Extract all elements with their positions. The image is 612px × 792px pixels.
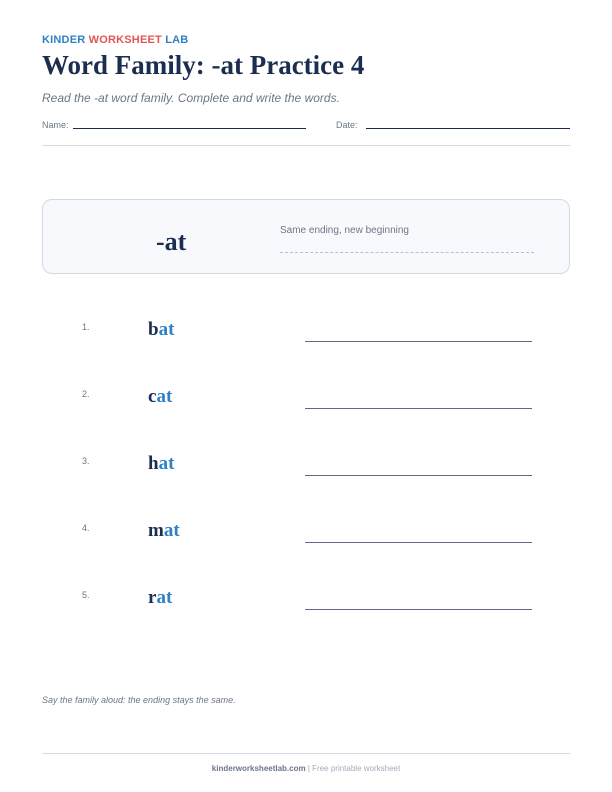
brand-logo [42,34,188,46]
footer-divider [42,753,570,754]
date-line[interactable] [366,128,570,129]
page-subtitle: Read the -at word family. Complete and write the words. [42,91,340,105]
word-onset: h [148,453,159,474]
family-box [42,199,570,274]
word-rime: at [158,453,175,474]
write-line[interactable] [305,408,532,409]
item-number: 2. [82,389,90,399]
name-label: Name: [42,120,69,130]
word-rime: at [158,319,175,340]
item-word [148,587,172,609]
word-onset: b [148,319,159,340]
name-line[interactable] [73,128,306,129]
item-word [148,453,174,475]
header-divider [42,145,570,146]
write-line[interactable] [305,542,532,543]
item-word [148,520,180,542]
write-line[interactable] [305,609,532,610]
word-rime: at [156,587,173,608]
word-onset: r [148,587,157,608]
family-note: Same ending, new beginning [280,225,409,236]
date-label: Date: [336,120,358,130]
item-word [148,386,172,408]
family-ending: -at [156,227,187,256]
item-number: 3. [82,456,90,466]
footer-domain-link[interactable]: kinderworksheetlab.com [211,764,306,773]
item-number: 4. [82,523,90,533]
brand-part-worksheet: WORKSHEET [88,34,162,46]
write-line[interactable] [305,475,532,476]
write-line[interactable] [305,341,532,342]
brand-part-kinder: KINDER [42,34,86,46]
footer-tagline: Free printable worksheet [312,764,401,773]
word-onset: m [148,520,164,541]
item-word [148,319,174,341]
item-number: 1. [82,322,90,332]
footer [0,764,612,773]
family-dashed-line [280,252,534,253]
brand-part-lab: LAB [165,34,189,46]
word-rime: at [156,386,173,407]
word-rime: at [163,520,180,541]
word-onset: c [148,386,157,407]
footer-separator: | [307,764,310,773]
item-number: 5. [82,590,90,600]
page-title: Word Family: -at Practice 4 [42,50,365,80]
tip-text: Say the family aloud: the ending stays the same. [42,695,236,705]
